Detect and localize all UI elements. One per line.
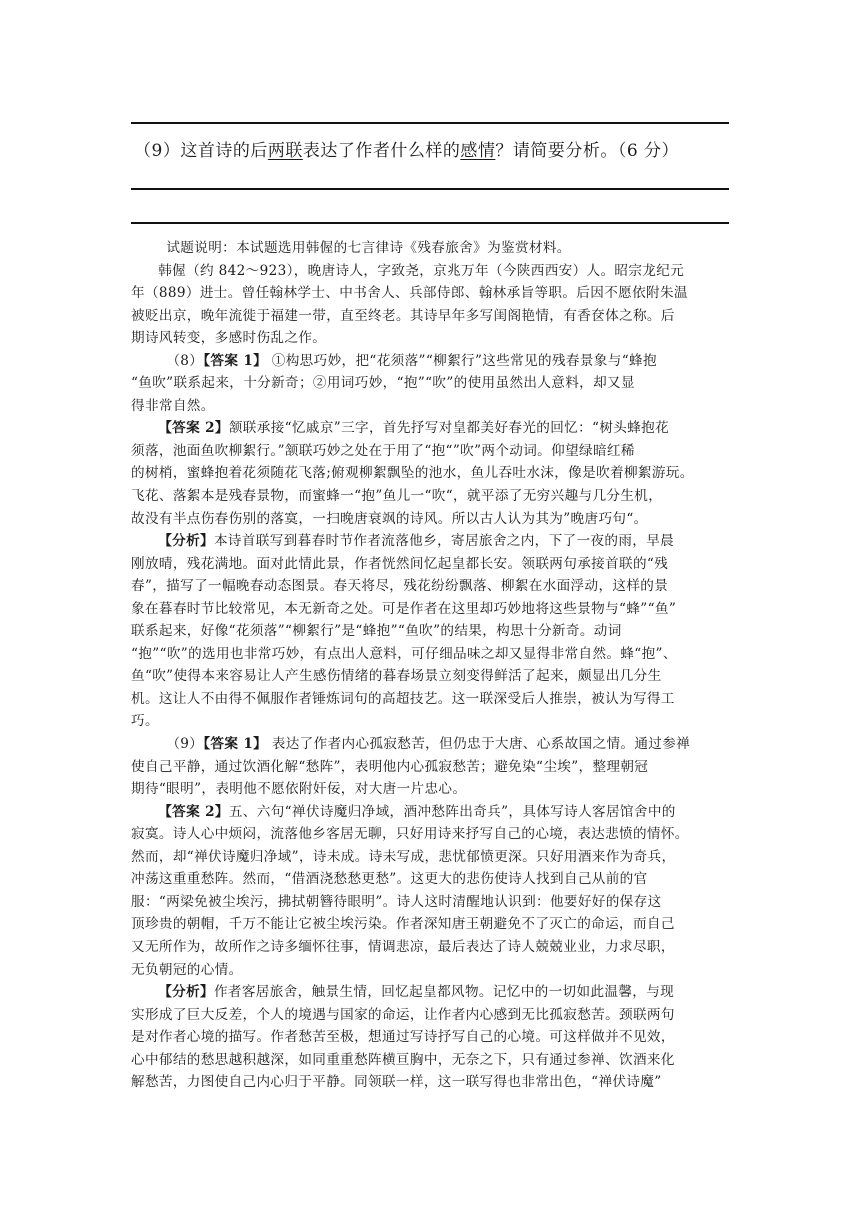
q9-answer-1 <box>131 733 737 801</box>
text-line: 被贬出京，晚年流徙于福建一带，直至终老。其诗早年多写闺阁艳情，有香奁体之称。后 <box>131 307 675 324</box>
q8-analysis <box>131 530 737 733</box>
text-line: 机。这让人不由得不佩服作者锤炼词句的高超技艺。这一联深受后人推崇，被认为写得工 <box>131 690 675 707</box>
text-line: 冲荡这重重愁阵。然而，“借酒浇愁愁更愁”。这更大的悲伤使诗人找到自己从前的官 <box>131 871 648 888</box>
text-line: 鱼“吹”使得本来容易让人产生感伤情绪的暮春场景立刻变得鲜活了起来，颇显出几分生 <box>131 668 662 685</box>
text-line: 须落，池面鱼吹柳絮行。”颔联巧妙之处在于用了“抱“”吹”两个动词。仰望绿暗红稀 <box>131 442 635 459</box>
text-line: 故没有半点伤春伤别的落寞，一扫晚唐衰飒的诗风。所以古人认为其为”晚唐巧句“。 <box>131 510 648 527</box>
text-line: 本诗首联写到暮春时节作者流落他乡，寄居旅舍之内，下了一夜的雨，早晨 <box>213 533 675 550</box>
text-line: “抱”“吹”的选用也非常巧妙，有点出人意料，可仔细品味之却又显得非常自然。蜂“抱”、 <box>131 645 677 662</box>
answer-line-2 <box>131 222 729 224</box>
text-line: 表达了作者内心孤寂愁苦，但仍忠于大唐、心系故国之情。通过参禅 <box>271 736 691 753</box>
author-paragraph <box>131 260 737 350</box>
question-underlined-2: 感情 <box>460 141 496 161</box>
explanation-body <box>131 237 737 1094</box>
text-line: ①构思巧妙，把“花须落”“柳絮行”这些常见的残春景象与“蜂抱 <box>271 352 657 369</box>
text-line: 得非常自然。 <box>131 397 215 414</box>
text-line: 使自己平静，通过饮酒化解“愁阵”，表明他内心孤寂愁苦；避免染“尘埃”，整理朝冠 <box>131 758 649 775</box>
text-line: 春”，描写了一幅晚春动态图景。春天将尽，残花纷纷飘落、柳絮在水面浮动，这样的景 <box>131 578 669 595</box>
intro-text: 本试题选用韩偓的七言律诗《残春旅舍》为鉴赏材料。 <box>236 240 571 256</box>
q8-analysis-label: 【分析】 <box>158 533 214 550</box>
text-line: 作者客居旅舍，触景生情，回忆起皇都风物。记忆中的一切如此温馨，与现 <box>213 984 675 1001</box>
intro-label: 试题说明： <box>166 240 237 256</box>
question-9 <box>134 136 679 161</box>
q9-answer-1-label: 【答案 1】 <box>203 736 268 753</box>
q9-answer-2 <box>131 801 737 981</box>
text-line: 年（889）进士。曾任翰林学士、中书舍人、兵部侍郎、翰林承旨等职。后因不愿依附朱温 <box>131 285 688 302</box>
top-rule <box>131 122 729 124</box>
q8-number: （8） <box>166 352 204 369</box>
intro-paragraph <box>131 237 737 260</box>
text-line: 期诗风转变，多感时伤乱之作。 <box>131 330 327 347</box>
text-line: 实形成了巨大反差，个人的境遇与国家的命运，让作者内心感到无比孤寂愁苦。颈联两句 <box>131 1006 675 1023</box>
text-line: 飞花、落絮本是残春景物，而蜜蜂一“抱”鱼儿一“吹“，就平添了无穷兴趣与几分生机， <box>131 488 663 505</box>
text-line: 解愁苦，力图使自己内心归于平静。同领联一样，这一联写得也非常出色，“禅伏诗魔” <box>131 1074 662 1091</box>
text-line: 无负朝冠的心情。 <box>131 961 243 978</box>
q9-answer-2-label: 【答案 2】 <box>158 803 229 820</box>
text-line: 心中郁结的愁思越积越深，如同重重愁阵横亘胸中，无奈之下，只有通过参禅、饮酒来化 <box>131 1051 675 1068</box>
answer-line-1 <box>131 188 729 190</box>
question-suffix: ？请简要分析。（6 分） <box>495 141 680 161</box>
text-line: “鱼吹”联系起来，十分新奇；②用词巧妙，“抱”“吹”的使用虽然出人意料，却又显 <box>131 375 635 392</box>
text-line: 然而，却“禅伏诗魔归净域”，诗未成。诗未写成，悲忧郁愤更深。只好用酒来作为奇兵， <box>131 848 676 865</box>
text-line: 期待“眼明”，表明他不愿依附奸佞，对大唐一片忠心。 <box>131 781 467 798</box>
text-line: 又无所作为，故所作之诗多缅怀往事，情调悲凉，最后表达了诗人兢兢业业，力求尽职， <box>131 938 675 955</box>
text-line: 韩偓（约 842～923），晚唐诗人，字致尧，京兆万年（今陕西西安）人。昭宗龙纪元 <box>158 262 685 279</box>
text-line: 巧。 <box>131 713 159 730</box>
q8-answer-2-label: 【答案 2】 <box>158 420 229 437</box>
text-line: 服：“两梁免被尘埃污，拂拭朝簪待眼明”。诗人这时清醒地认识到：他要好好的保存这 <box>131 893 662 910</box>
text-line: 联系起来，好像“花须落”“柳絮行”是“蜂抱”“鱼吹”的结果，构思十分新奇。动词 <box>131 623 622 640</box>
q9-number: （9） <box>166 736 204 753</box>
q8-answer-1-label: 【答案 1】 <box>203 352 268 369</box>
question-underlined-1: 两联 <box>267 141 303 161</box>
q9-analysis-label: 【分析】 <box>158 984 214 1001</box>
text-line: 颔联承接“忆戚京”三字，首先抒写对皇都美好春光的回忆：“树头蜂抱花 <box>228 420 670 437</box>
text-line: 象在暮春时节比较常见，本无新奇之处。可是作者在这里却巧妙地将这些景物与“蜂”“鱼” <box>131 600 677 617</box>
text-line: 的树梢，蜜蜂抱着花须随花飞落;俯观柳絮飘坠的池水，鱼儿吞吐水沫，像是吹着柳絮游玩。 <box>131 465 694 482</box>
q8-answer-2 <box>131 417 737 530</box>
q8-answer-1 <box>131 350 737 418</box>
text-line: 刚放晴，残花满地。面对此情此景，作者恍然间忆起皇都长安。领联两句承接首联的“残 <box>131 555 669 572</box>
text-line: 是对作者心境的描写。作者愁苦至极，想通过写诗抒写自己的心境。可这样做并不见效， <box>131 1029 675 1046</box>
question-prefix: （9）这首诗的后 <box>134 141 268 161</box>
question-middle: 表达了作者什么样的 <box>302 141 461 161</box>
q9-analysis <box>131 981 737 1094</box>
text-line: 五、六句“禅伏诗魔归净域，酒冲愁阵出奇兵”，具体写诗人客居馆舍中的 <box>228 803 676 820</box>
text-line: 寂寞。诗人心中烦闷，流落他乡客居无聊，只好用诗来抒写自己的心境，表达悲愤的情怀。 <box>131 826 689 843</box>
text-line: 顶珍贵的朝帽，千万不能让它被尘埃污染。作者深知唐王朝避免不了灭亡的命运，而自己 <box>131 916 675 933</box>
